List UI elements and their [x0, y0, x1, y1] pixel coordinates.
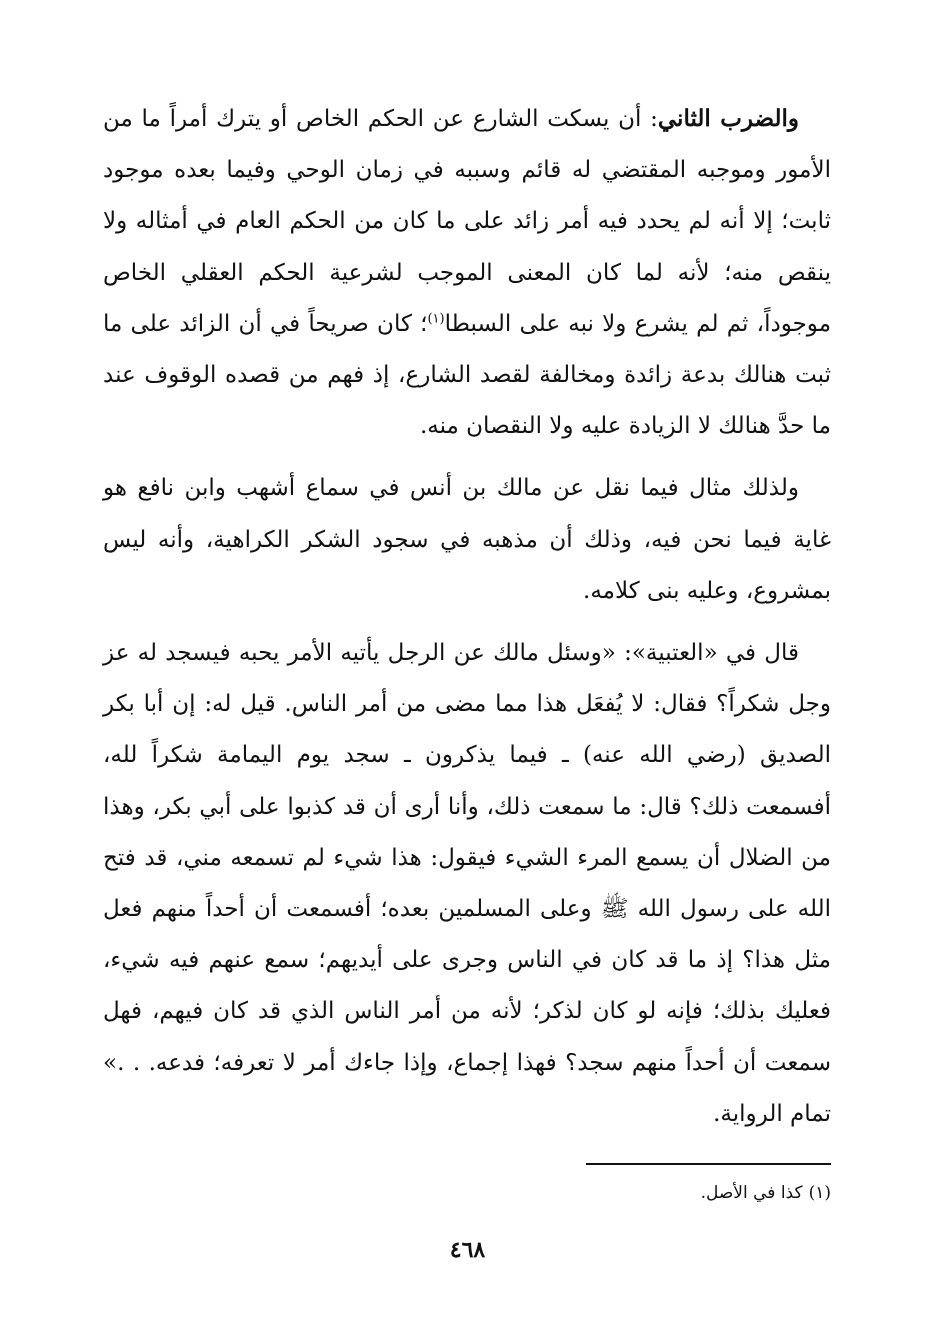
paragraph-text-continued: ؛ كان صريحاً في أن الزائد على ما ثبت هنالك بدعة زائدة ومخالفة لقصد الشارع، إذ فهم من قصده الوقوف عند ما حدَّ هنالك لا الزيادة عليه ولا النقصان منه.	[103, 310, 831, 440]
footnote-text: كذا في الأصل.	[700, 1183, 803, 1203]
footnote-divider	[586, 1163, 831, 1165]
paragraph-lead: والضرب الثاني	[657, 105, 800, 132]
paragraph-2: ولذلك مثال فيما نقل عن مالك بن أنس في سماع أشهب وابن نافع هو غاية فيما نحن فيه، وذلك أن مذهبه في سجود الشكر الكراهية، وأنه ليس بمشروع، وعليه بنى كلامه.	[103, 475, 831, 604]
footnote-marker: (١)	[808, 1183, 831, 1203]
paragraph-3: قال في «العتبية»: «وسئل مالك عن الرجل يأتيه الأمر يحبه فيسجد له عز وجل شكراً؟ فقال: لا يُفعَل هذا مما مضى من أمر الناس. قيل له: إن أبا بكر الصديق (رضي الله عنه) ـ فيما يذكرون ـ سجد يوم اليمامة شكراً لله، أفسمعت ذلك؟ قال: ما سمعت ذلك، وأنا أرى أن قد كذبوا على أبي بكر، وهذا من الضلال أن يسمع المرء الشيء فيقول: هذا شيء لم تسمعه مني، قد فتح الله على رسول الله ﷺ وعلى المسلمين بعده؛ أفسمعت أن أحداً منهم فعل مثل هذا؟ إذ ما قد كان في الناس وجرى على أيديهم؛ سمع عنهم فيه شيء، فعليك بذلك؛ فإنه لو كان لذكر؛ لأنه من أمر الناس الذي قد كان فيهم، فهل سمعت أن أحداً منهم سجد؟ فهذا إجماع، وإذا جاءك أمر لا تعرفه؛ فدعه. . .» تمام الرواية.	[103, 640, 831, 1127]
page-number: ٤٦٨	[449, 1237, 486, 1263]
footnote-reference[interactable]: (١)	[427, 311, 445, 327]
footnote	[103, 1178, 831, 1208]
paragraph-1	[103, 93, 831, 452]
main-text	[103, 93, 831, 1140]
paragraph-text: : أن يسكت الشارع عن الحكم الخاص أو يترك أمراً ما من الأمور وموجبه المقتضي له قائم وسببه في زمان الوحي وفيما بعده موجود ثابت؛ إلا أنه لم يحدد فيه أمر زائد على ما كان من الحكم العام في أمثاله ولا ينقص منه؛ لأنه لما كان المعنى الموجب لشرعية الحكم العقلي الخاص موجوداً، ثم لم يشرع ولا نبه على السبطا	[103, 106, 832, 337]
